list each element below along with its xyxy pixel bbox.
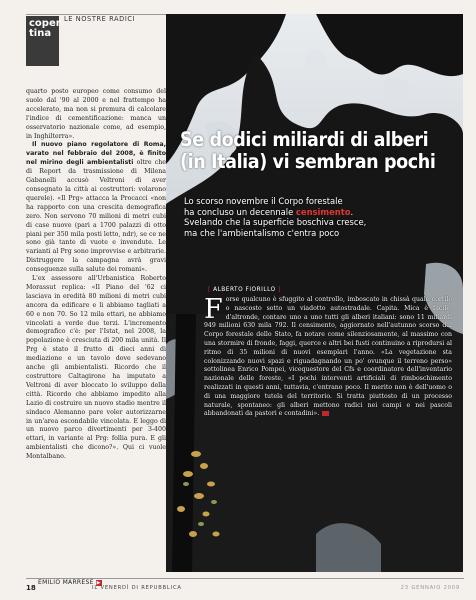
left-paragraph-1: oltre che di Report da trasmissione di Milena Gabanelli accusò Veltroni di aver consegnato la città ai costruttori: volarono querele). «Il Prg» attacca la Procacci «non ha rapporto con una crescita demografica zero. Non servono 70 milioni di metri cubi di case nuove (pari a 1700 palazzi di otto piani per 350 mila posti letto, ndr), se ce ne sono già tante di vuote e invendute. Le varianti al Prg sono improvvise e arbitrarie. Distruggere la campagna avrà gravi conseguenze sulla salute dei romani». (26, 159, 166, 274)
deck-line-2: ha concluso un decennale (184, 206, 296, 217)
drop-cap: F (204, 294, 223, 325)
rubric-label: LE NOSTRE RADICI (64, 15, 136, 23)
deck (184, 196, 446, 238)
headline-line-1: Se dodici miliardi di alberi (180, 128, 429, 151)
issue-date: 23 GENNAIO 2009 (400, 585, 460, 591)
article-body: orse qualcuno è sfuggito al controllo, imboscato in chissà quale cortile o nascosto sotto un viadotto autostradale. Capita. Mica è facile, d'altronde, contare uno a uno tutti gli alberi italiani: sono 11 miliardi 949 milioni 630 mila 792. Il censimento, aggiornato nell'autunno scorso dal Corpo forestale dello Stato, fa notare come silenziosamente, al massimo con una stormire di fronde, faggi, querce e altri bei fusti continuino a riprodursi al ritmo di 35 milioni di nuovi esemplari l'anno. «La vegetazione sta colonizzando nuovi spazi e riguadagnando un po' ovunque il terreno perso» sottolinea Enrico Pompei, vicequestore del Cfs e coordinatore dell'inventario nazionale delle foreste, «I pochi interventi artificiali di rimboschimento realizzati in questi anni, tuttavia, c'entrano poco. Il merito non è dell'uomo o di una maggiore tutela del territorio. Si tratta piuttosto di un processo naturale, spontaneo: gli alberi mettono radici nei campi e nei pascoli abbandonati da pastori e contadini». (204, 296, 452, 418)
page-number: 18 (26, 584, 36, 592)
deck-line-4: ma che l'ambientalismo c'entra poco (184, 227, 340, 238)
left-lead-sentence: Il nuovo piano regolatore di Roma, varato nel febbraio del 2008, è finito nel mirino degli ambientalisti (26, 141, 166, 167)
left-paragraph-2: L'ex assessore all'Urbanistica Roberto Morassut replica: «Il Piano del '62 ci lasciava in eredità 80 milioni di metri cubi ancora da edificare e li abbiamo tagliati a 60 e non 70. So 12 mila ettari, ne abbiamo vincolati a verde due terzi. L'incremento demografico c'è: per l'Istat, nel 2008, la popolazione è cresciuta di 200 mila unità. Il Prg è stato il frutto di dieci anni di mediazione e un tavolo dove sedevano anche gli ambientalisti. Ricordo che il costruttore Caltagirone ha imputato a Veltroni di aver bloccato lo sviluppo della città. Ricordo che abbiamo impedito alla Lazio di costruire un nuovo stadio mentre il sindaco Alemanno pare voler autorizzarne in un'area escondabile vincolata. E leggo di un nuovo parco divertimenti per 3-400 ettari, in variante al Prg: follia pura. E gli ambientalisti che dicono?». Qui ci vuole Montalbano. (26, 275, 166, 461)
left-column (26, 0, 166, 600)
end-arrow-icon (322, 411, 329, 416)
byline-name: ALBERTO FIORILLO (213, 287, 276, 293)
deck-highlight: censimento (295, 206, 351, 217)
deck-period: . (350, 206, 354, 217)
section-tab-line-2: tina (29, 28, 52, 39)
article-text (204, 296, 452, 419)
left-intro-paragraph: quarto posto europeo come consumo del suolo dal '90 al 2000 e nel frattempo ha accelerato, ma non si premura di calcolare l'indice di cementificazione: manca un osservatorio nazionale come, ad esempio, in Inghilterra». (26, 88, 166, 140)
end-mark-icon: ▶ (96, 579, 101, 586)
section-tab-line-1: coper (29, 18, 61, 29)
left-body-text (26, 88, 166, 462)
byline: [ ALBERTO FIORILLO ] (208, 287, 281, 293)
forest-photo-art (166, 14, 463, 572)
page-footer (26, 578, 464, 593)
deck-line-1: Lo scorso novembre il Corpo forestale (184, 196, 343, 206)
author-name: EMILIO MARRESE (38, 579, 94, 586)
forest-photo (166, 14, 463, 572)
section-tab (26, 16, 59, 66)
headline (180, 129, 460, 173)
deck-line-3: Svelando che la superficie boschiva cresce, (184, 217, 367, 228)
magazine-name: IL VENERDÌ DI REPUBBLICA (92, 585, 182, 591)
headline-line-2: (in Italia) vi sembran pochi (180, 150, 436, 173)
